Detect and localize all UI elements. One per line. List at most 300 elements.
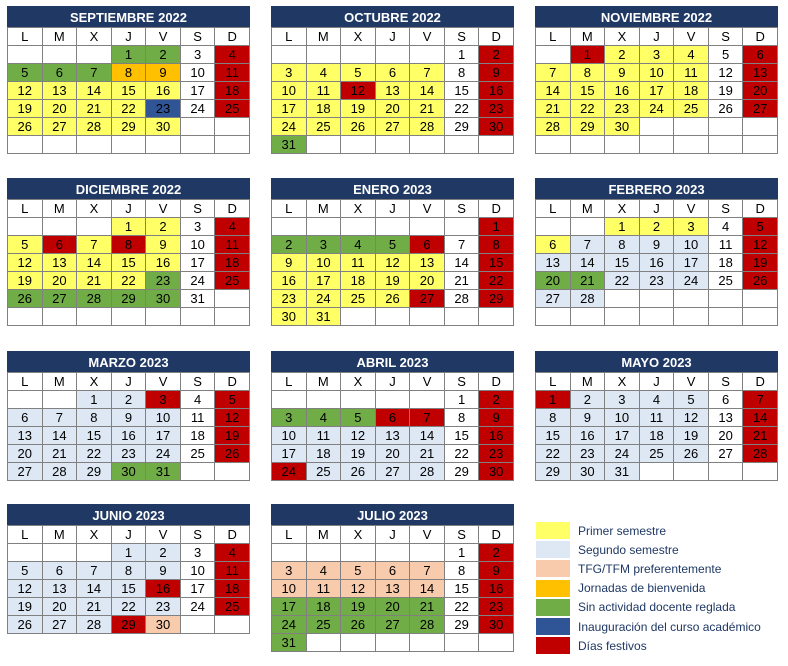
day-cell: 3 [180,544,215,562]
day-cell: 6 [42,236,77,254]
day-cell: 14 [536,82,571,100]
day-cell [306,46,341,64]
day-cell [215,308,250,326]
day-cell: 7 [77,236,112,254]
day-cell: 25 [215,100,250,118]
day-cell: 11 [306,580,341,598]
weekday-header: X [341,373,376,391]
day-cell: 28 [743,445,778,463]
day-cell: 23 [479,445,514,463]
day-cell: 22 [111,100,146,118]
day-cell: 6 [42,562,77,580]
day-cell: 5 [674,391,709,409]
day-cell: 10 [180,236,215,254]
day-cell: 17 [180,254,215,272]
day-cell: 5 [215,391,250,409]
day-cell [341,391,376,409]
month-grid [535,372,778,481]
day-cell [180,463,215,481]
day-cell: 9 [479,409,514,427]
day-cell: 15 [479,254,514,272]
day-cell: 7 [444,236,479,254]
day-cell: 5 [8,64,43,82]
day-cell: 17 [272,445,307,463]
day-cell [8,136,43,154]
weekday-header: M [570,200,605,218]
day-cell: 23 [146,272,181,290]
day-cell: 25 [306,118,341,136]
week-row [272,64,514,82]
day-cell [8,544,43,562]
day-cell [111,308,146,326]
week-row [536,409,778,427]
day-cell: 7 [42,409,77,427]
day-cell: 22 [444,445,479,463]
day-cell [215,136,250,154]
week-row [8,562,250,580]
day-cell: 19 [8,272,43,290]
day-cell [639,118,674,136]
legend-item [536,540,786,559]
day-cell: 22 [570,100,605,118]
day-cell: 19 [341,445,376,463]
day-cell: 4 [306,409,341,427]
week-row [272,82,514,100]
day-cell: 22 [444,598,479,616]
month-grid [7,199,250,326]
day-cell [180,308,215,326]
day-cell [410,46,445,64]
week-row [272,100,514,118]
week-row [272,445,514,463]
day-cell: 12 [215,409,250,427]
day-cell [272,391,307,409]
day-cell: 15 [536,427,571,445]
day-cell: 19 [8,100,43,118]
day-cell: 8 [570,64,605,82]
legend-item [536,559,786,578]
day-cell [375,136,410,154]
month-grid [271,27,514,154]
day-cell: 9 [479,562,514,580]
day-cell: 10 [272,580,307,598]
day-cell: 1 [111,218,146,236]
week-row [272,218,514,236]
day-cell: 28 [536,118,571,136]
day-cell: 8 [111,236,146,254]
week-row [272,409,514,427]
week-row [536,254,778,272]
day-cell: 29 [77,463,112,481]
day-cell: 10 [639,64,674,82]
day-cell: 29 [444,463,479,481]
day-cell: 28 [410,616,445,634]
day-cell: 7 [77,562,112,580]
weekday-header: M [42,200,77,218]
month-calendar [535,178,778,326]
weekday-header: L [8,373,43,391]
day-cell [341,136,376,154]
day-cell [639,463,674,481]
day-cell: 1 [444,544,479,562]
day-cell [180,616,215,634]
week-row [8,445,250,463]
day-cell [674,290,709,308]
day-cell: 20 [708,427,743,445]
day-cell: 22 [536,445,571,463]
day-cell: 13 [42,82,77,100]
weekday-header: D [215,373,250,391]
day-cell: 12 [8,254,43,272]
month-calendar [271,504,514,652]
day-cell: 28 [77,118,112,136]
weekday-header: L [8,200,43,218]
legend-label: Sin actividad docente reglada [578,600,736,615]
day-cell [375,544,410,562]
day-cell: 31 [306,308,341,326]
day-cell: 18 [306,100,341,118]
day-cell: 27 [410,290,445,308]
day-cell: 3 [146,391,181,409]
week-row [536,427,778,445]
day-cell: 27 [375,616,410,634]
month-grid [535,27,778,154]
day-cell: 12 [341,82,376,100]
day-cell: 12 [708,64,743,82]
day-cell: 28 [42,463,77,481]
day-cell: 23 [570,445,605,463]
week-row [272,544,514,562]
day-cell [341,634,376,652]
day-cell [674,136,709,154]
day-cell [536,308,571,326]
week-row [8,598,250,616]
day-cell: 2 [272,236,307,254]
day-cell: 28 [444,290,479,308]
weekday-header: J [375,373,410,391]
weekday-header: J [111,526,146,544]
day-cell: 25 [306,463,341,481]
weekday-header: S [180,200,215,218]
day-cell: 27 [536,290,571,308]
day-cell [375,46,410,64]
day-cell [375,634,410,652]
day-cell: 30 [272,308,307,326]
legend-item [536,521,786,540]
day-cell [42,136,77,154]
day-cell: 4 [215,218,250,236]
day-cell [639,308,674,326]
day-cell: 4 [639,391,674,409]
week-row [536,82,778,100]
day-cell: 15 [444,82,479,100]
day-cell: 20 [375,100,410,118]
day-cell [111,136,146,154]
month-grid [271,199,514,326]
week-row [272,236,514,254]
day-cell [77,544,112,562]
day-cell: 23 [146,598,181,616]
day-cell: 12 [743,236,778,254]
week-row [536,218,778,236]
day-cell: 15 [444,580,479,598]
day-cell [674,463,709,481]
day-cell [570,218,605,236]
day-cell [708,136,743,154]
week-row [536,236,778,254]
day-cell [708,290,743,308]
day-cell: 1 [111,544,146,562]
day-cell: 21 [77,272,112,290]
day-cell: 4 [674,46,709,64]
weekday-header: M [42,373,77,391]
weekday-header: M [42,28,77,46]
week-row [536,118,778,136]
day-cell: 15 [570,82,605,100]
weekday-header: D [215,28,250,46]
day-cell: 5 [708,46,743,64]
day-cell: 24 [272,616,307,634]
day-cell [77,136,112,154]
day-cell: 9 [111,409,146,427]
week-row [536,290,778,308]
day-cell: 22 [77,445,112,463]
day-cell: 7 [410,562,445,580]
day-cell: 3 [180,46,215,64]
month-title: DICIEMBRE 2022 [7,178,250,199]
day-cell: 19 [8,598,43,616]
day-cell: 18 [341,272,376,290]
week-row [272,46,514,64]
day-cell: 17 [272,598,307,616]
day-cell: 6 [536,236,571,254]
day-cell [605,136,640,154]
day-cell: 29 [444,616,479,634]
day-cell [536,136,571,154]
day-cell: 5 [8,562,43,580]
month-calendar [271,178,514,326]
day-cell: 2 [639,218,674,236]
day-cell: 30 [479,616,514,634]
day-cell: 30 [146,616,181,634]
day-cell: 9 [272,254,307,272]
day-cell: 9 [146,562,181,580]
weekday-header: S [444,373,479,391]
day-cell: 10 [146,409,181,427]
week-row [8,290,250,308]
day-cell: 2 [111,391,146,409]
day-cell: 18 [306,598,341,616]
day-cell: 4 [306,562,341,580]
day-cell [743,290,778,308]
day-cell [743,136,778,154]
day-cell: 19 [341,100,376,118]
day-cell: 22 [111,272,146,290]
day-cell: 13 [743,64,778,82]
legend-label: Jornadas de bienvenida [578,581,706,596]
legend-item [536,617,786,636]
day-cell: 22 [111,598,146,616]
weekday-header: X [77,373,112,391]
weekday-header: M [306,28,341,46]
day-cell: 14 [77,580,112,598]
day-cell: 11 [215,236,250,254]
month-title: JUNIO 2023 [7,504,250,525]
day-cell [8,391,43,409]
day-cell [444,308,479,326]
day-cell [479,308,514,326]
week-row [272,136,514,154]
week-row [8,236,250,254]
day-cell: 25 [639,445,674,463]
day-cell: 20 [375,445,410,463]
day-cell: 27 [708,445,743,463]
week-row [8,118,250,136]
weekday-header: X [77,526,112,544]
day-cell: 3 [180,218,215,236]
day-cell [375,308,410,326]
day-cell: 22 [605,272,640,290]
week-row [536,463,778,481]
month-title: MARZO 2023 [7,351,250,372]
day-cell [180,118,215,136]
week-row [8,463,250,481]
day-cell: 9 [570,409,605,427]
week-row [8,254,250,272]
day-cell: 13 [42,254,77,272]
day-cell: 5 [743,218,778,236]
week-row [272,308,514,326]
day-cell: 23 [479,598,514,616]
day-cell: 19 [341,598,376,616]
day-cell: 24 [639,100,674,118]
day-cell: 18 [306,445,341,463]
day-cell [341,218,376,236]
day-cell: 21 [743,427,778,445]
weekday-header: X [341,526,376,544]
day-cell: 12 [375,254,410,272]
day-cell: 5 [8,236,43,254]
day-cell: 11 [306,82,341,100]
day-cell: 17 [180,580,215,598]
day-cell [536,46,571,64]
day-cell: 21 [444,272,479,290]
day-cell: 1 [111,46,146,64]
day-cell: 18 [215,254,250,272]
day-cell: 24 [674,272,709,290]
day-cell: 3 [272,562,307,580]
day-cell: 2 [146,544,181,562]
day-cell: 21 [410,100,445,118]
day-cell: 3 [272,409,307,427]
day-cell: 5 [341,562,376,580]
weekday-header: S [180,28,215,46]
week-row [8,308,250,326]
day-cell: 26 [708,100,743,118]
day-cell: 16 [639,254,674,272]
weekday-header: D [743,373,778,391]
weekday-header: D [215,526,250,544]
day-cell [306,218,341,236]
day-cell: 9 [605,64,640,82]
weekday-header: V [410,200,445,218]
month-calendar [7,351,250,481]
day-cell: 20 [8,445,43,463]
day-cell [42,46,77,64]
day-cell [570,136,605,154]
day-cell: 15 [111,82,146,100]
day-cell [410,308,445,326]
day-cell: 24 [605,445,640,463]
day-cell: 20 [536,272,571,290]
day-cell: 19 [215,427,250,445]
day-cell: 19 [674,427,709,445]
weekday-header: M [42,526,77,544]
week-row [8,64,250,82]
day-cell: 30 [111,463,146,481]
day-cell: 23 [272,290,307,308]
day-cell: 13 [708,409,743,427]
day-cell [410,544,445,562]
weekday-header: D [479,373,514,391]
legend-swatch [536,522,570,539]
day-cell [341,544,376,562]
day-cell: 7 [536,64,571,82]
day-cell: 14 [77,254,112,272]
day-cell [639,136,674,154]
day-cell: 27 [42,118,77,136]
day-cell: 16 [146,82,181,100]
day-cell: 4 [180,391,215,409]
weekday-header: S [708,200,743,218]
day-cell: 18 [180,427,215,445]
day-cell: 31 [146,463,181,481]
day-cell: 19 [375,272,410,290]
day-cell: 18 [639,427,674,445]
day-cell [77,46,112,64]
week-row [536,391,778,409]
day-cell: 14 [570,254,605,272]
legend-swatch [536,637,570,654]
day-cell: 25 [708,272,743,290]
week-row [272,290,514,308]
day-cell [375,218,410,236]
legend-label: TFG/TFM preferentemente [578,561,722,576]
weekday-header: V [674,200,709,218]
day-cell: 26 [341,118,376,136]
day-cell [444,218,479,236]
day-cell [8,308,43,326]
day-cell: 20 [42,272,77,290]
day-cell: 29 [570,118,605,136]
day-cell: 13 [410,254,445,272]
day-cell: 8 [444,64,479,82]
day-cell: 29 [111,290,146,308]
legend-swatch [536,541,570,558]
day-cell: 22 [444,100,479,118]
day-cell: 16 [272,272,307,290]
week-row [272,562,514,580]
weekday-header: D [743,200,778,218]
day-cell [444,634,479,652]
day-cell: 26 [743,272,778,290]
weekday-header: D [743,28,778,46]
day-cell: 18 [674,82,709,100]
day-cell: 27 [8,463,43,481]
day-cell: 2 [146,46,181,64]
day-cell: 26 [215,445,250,463]
day-cell: 8 [111,562,146,580]
